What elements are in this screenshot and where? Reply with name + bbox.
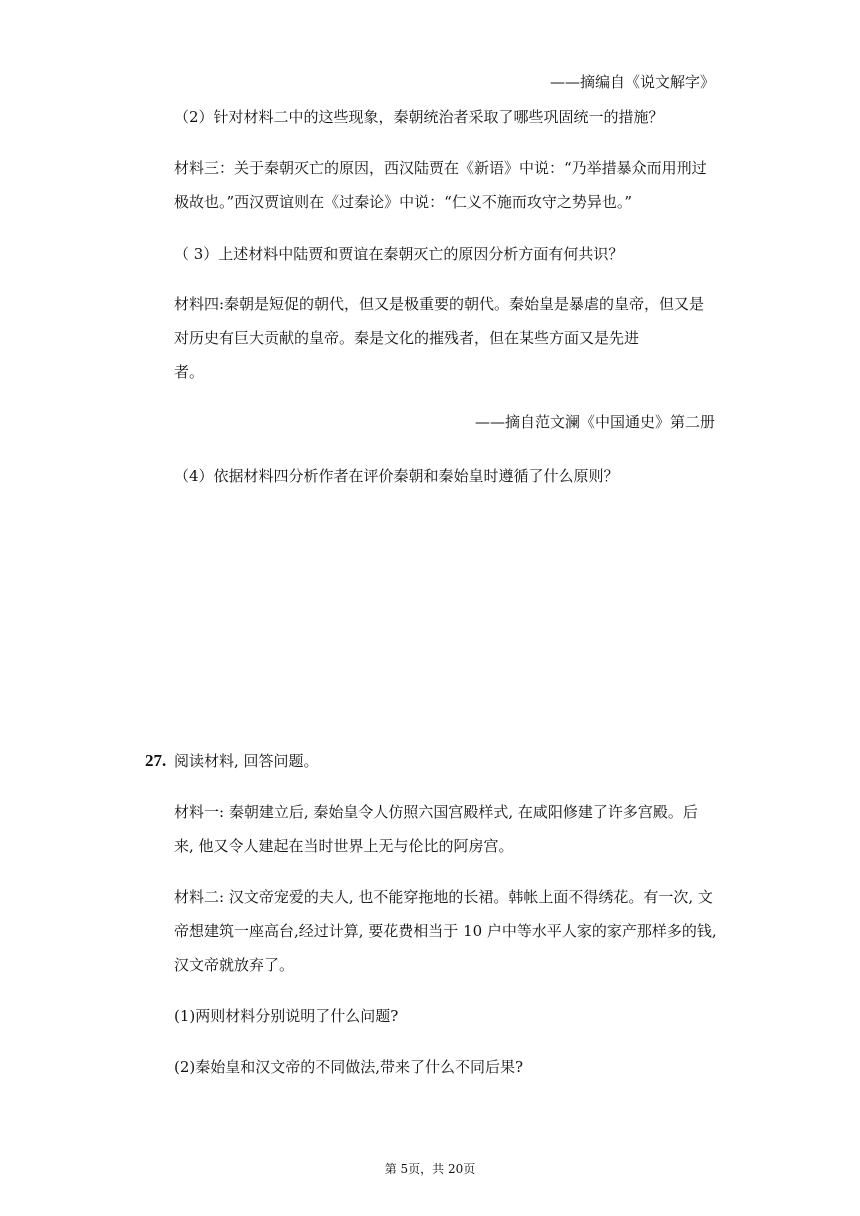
material-3-line-2: 极故也。”西汉贾谊则在《过秦论》中说：“仁义不施而攻守之势异也。”	[174, 193, 633, 211]
q27-material-1-line-2: 来, 他又令人建起在当时世界上无与伦比的阿房宫。	[174, 837, 514, 855]
q27-question-1: (1)两则材料分别说明了什么问题?	[174, 1007, 399, 1025]
q27-material-1-line-1: 材料一: 秦朝建立后, 秦始皇令人仿照六国宫殿样式, 在咸阳修建了许多宫殿。后	[174, 803, 698, 821]
page-footer: 第 5页，共 20页	[384, 1162, 476, 1176]
question-4: （4）依据材料四分析作者在评价秦朝和秦始皇时遵循了什么原则？	[174, 467, 619, 485]
material-3-line-1: 材料三：关于秦朝灭亡的原因，西汉陆贾在《新语》中说：“乃举措暴众而用刑过	[174, 159, 707, 177]
question-3: （ 3）上述材料中陆贾和贾谊在秦朝灭亡的原因分析方面有何共识？	[174, 245, 624, 263]
question-number-27: 27.	[145, 751, 167, 770]
source-citation-shuowen: ——摘编自《说文解字》	[549, 73, 715, 91]
question-27-stem: 阅读材料, 回答问题。	[174, 752, 319, 770]
q27-material-2-line-1: 材料二: 汉文帝宠爱的夫人, 也不能穿拖地的长裙。韩帐上面不得绣花。有一次, 文	[174, 888, 713, 906]
source-citation-fan-wenlan: ——摘自范文澜《中国通史》第二册	[474, 413, 715, 431]
question-2: （2）针对材料二中的这些现象，秦朝统治者采取了哪些巩固统一的措施？	[174, 108, 664, 126]
material-4-line-2: 对历史有巨大贡献的皇帝。秦是文化的摧残者，但在某些方面又是先进	[174, 329, 640, 347]
material-4-line-3: 者。	[174, 363, 205, 381]
material-4-line-1: 材料四:秦朝是短促的朝代，但又是极重要的朝代。秦始皇是暴虐的皇帝，但又是	[174, 295, 705, 313]
q27-material-2-line-2: 帝想建筑一座高台,经过计算, 要花费相当于 10 户中等水平人家的家产那样多的钱,	[174, 922, 717, 940]
q27-material-2-line-3: 汉文帝就放弃了。	[174, 956, 295, 974]
q27-question-2: (2)秦始皇和汉文帝的不同做法,带来了什么不同后果?	[174, 1058, 524, 1076]
